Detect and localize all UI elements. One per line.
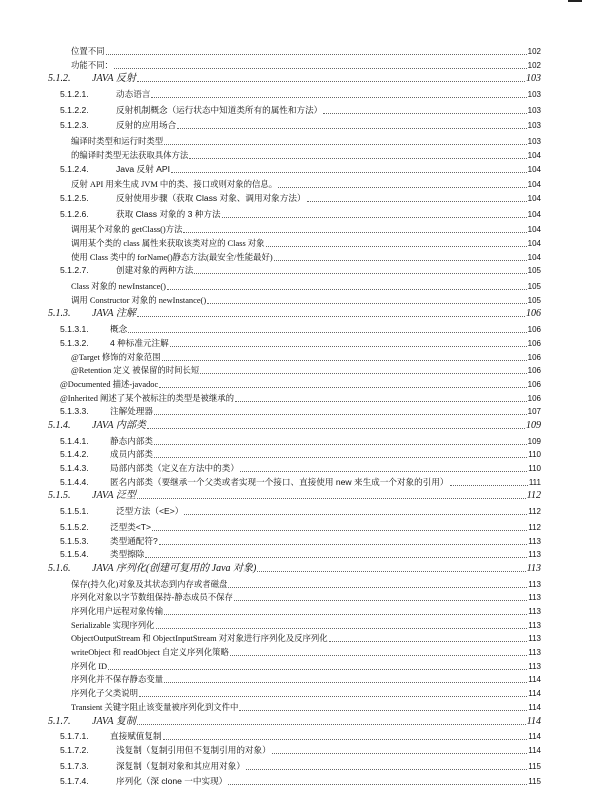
toc-page-number: 104 bbox=[527, 239, 541, 249]
toc-page-number: 102 bbox=[527, 60, 541, 70]
toc-title: 的编译时类型无法获取具体方法 bbox=[71, 150, 189, 160]
toc-section-number: 5.1.7.4. bbox=[60, 776, 89, 787]
toc-row[interactable] bbox=[0, 336, 609, 350]
toc-page-number: 106 bbox=[527, 352, 541, 362]
toc-leader-dots bbox=[240, 471, 527, 472]
toc-leader-dots bbox=[189, 158, 526, 159]
toc-leader-dots bbox=[257, 571, 525, 572]
toc-leader-dots bbox=[228, 587, 527, 588]
toc-entry[interactable] bbox=[60, 87, 541, 101]
toc-row[interactable] bbox=[0, 488, 609, 502]
toc-entry[interactable] bbox=[48, 71, 541, 85]
toc-page-number: 115 bbox=[528, 777, 541, 787]
toc-entry[interactable] bbox=[60, 434, 541, 448]
toc-leader-dots bbox=[137, 724, 526, 725]
toc-section-number: 5.1.3.1. bbox=[60, 324, 89, 335]
toc-leader-dots bbox=[163, 739, 528, 740]
toc-title: 编译时类型和运行时类型 bbox=[71, 137, 164, 147]
toc-leader-dots bbox=[162, 360, 527, 361]
toc-section-number: 5.1.4.3. bbox=[60, 463, 89, 474]
toc-leader-dots bbox=[450, 485, 528, 486]
toc-title: 调用 Constructor 对象的 newInstance() bbox=[71, 295, 207, 305]
toc-section-number: 5.1.3.3. bbox=[60, 406, 89, 417]
toc-title: 序列化 ID bbox=[71, 661, 108, 671]
toc-entry[interactable] bbox=[60, 322, 541, 336]
toc-entry[interactable] bbox=[71, 631, 541, 645]
toc-row[interactable] bbox=[0, 659, 609, 673]
toc-page-number: 103 bbox=[527, 137, 541, 147]
toc-title: 调用某个类的 class 属性来获取该类对应的 Class 对象 bbox=[71, 239, 265, 249]
toc-title: 序列化（深 clone 一中实现） bbox=[116, 776, 228, 787]
toc-title: 序列化子父类说明 bbox=[71, 689, 138, 699]
toc-leader-dots bbox=[234, 600, 527, 601]
toc-title: 类型擦除 bbox=[110, 549, 145, 560]
toc-row[interactable] bbox=[0, 672, 609, 686]
toc-row[interactable] bbox=[0, 207, 609, 221]
toc-row[interactable] bbox=[0, 714, 609, 728]
toc-entry[interactable] bbox=[71, 44, 541, 58]
toc-entry[interactable] bbox=[48, 561, 541, 575]
toc-leader-dots bbox=[246, 769, 527, 770]
toc-entry[interactable] bbox=[60, 162, 541, 176]
toc-leader-dots bbox=[274, 260, 527, 261]
toc-entry[interactable] bbox=[71, 577, 541, 591]
toc-entry[interactable] bbox=[71, 672, 541, 686]
toc-row[interactable] bbox=[0, 306, 609, 320]
toc-page-number: 113 bbox=[526, 562, 541, 574]
toc-page-number: 106 bbox=[527, 325, 541, 335]
toc-leader-dots bbox=[154, 457, 527, 458]
toc-row[interactable] bbox=[0, 191, 609, 205]
toc-row[interactable] bbox=[0, 134, 609, 148]
toc-title: ObjectOutputStream 和 ObjectInputStream 对对象进行序列化及反序列化 bbox=[71, 634, 328, 644]
toc-title: JAVA 复制 bbox=[92, 715, 136, 727]
toc-title: 匿名内部类（要继承一个父类或者实现一个接口、直接使用 new 来生成一个对象的引用） bbox=[110, 476, 449, 487]
toc-entry[interactable] bbox=[71, 250, 541, 264]
toc-section-number: 5.1.5.4. bbox=[60, 549, 89, 560]
toc-leader-dots bbox=[114, 68, 527, 69]
toc-leader-dots bbox=[128, 332, 526, 333]
toc-section-number: 5.1.4.2. bbox=[60, 449, 89, 460]
toc-leader-dots bbox=[159, 387, 526, 388]
toc-leader-dots bbox=[235, 401, 527, 402]
toc-page-number: 109 bbox=[526, 420, 541, 431]
toc-title: 创建对象的两种方法 bbox=[116, 265, 194, 276]
toc-entry[interactable] bbox=[60, 759, 541, 773]
toc-row[interactable] bbox=[0, 377, 609, 391]
toc-entry[interactable] bbox=[48, 714, 541, 728]
toc-leader-dots bbox=[171, 172, 527, 173]
toc-title: JAVA 内部类 bbox=[92, 420, 146, 431]
toc-row[interactable] bbox=[0, 590, 609, 604]
toc-row[interactable] bbox=[0, 404, 609, 418]
toc-title: 反射使用步骤（获取 Class 对象、调用对象方法） bbox=[116, 192, 306, 203]
toc-leader-dots bbox=[207, 303, 527, 304]
toc-leader-dots bbox=[323, 113, 526, 114]
toc-entry[interactable] bbox=[71, 58, 541, 72]
toc-section-number: 5.1.2.7. bbox=[60, 265, 89, 276]
toc-page-number: 103 bbox=[527, 121, 541, 131]
toc-entry[interactable] bbox=[60, 774, 541, 788]
toc-title: 泛型类<T> bbox=[110, 521, 152, 532]
toc-title: Serializable 实现序列化 bbox=[71, 620, 155, 630]
toc-section-number: 5.1.4. bbox=[48, 420, 71, 431]
toc-title: writeObject 和 readObject 自定义序列化策略 bbox=[71, 648, 229, 658]
toc-leader-dots bbox=[307, 201, 527, 202]
toc-title: Transient 关键字阻止该变量被序列化到文件中 bbox=[71, 702, 239, 712]
toc-title: Java 反射 API bbox=[116, 163, 170, 174]
toc-page-number: 103 bbox=[526, 73, 541, 85]
toc-section-number: 5.1.5.3. bbox=[60, 535, 89, 546]
toc-leader-dots bbox=[147, 428, 525, 429]
toc-entry[interactable] bbox=[60, 191, 541, 205]
toc-row[interactable] bbox=[0, 631, 609, 645]
toc-row[interactable] bbox=[0, 534, 609, 548]
toc-row[interactable] bbox=[0, 279, 609, 293]
toc-leader-dots bbox=[164, 144, 527, 145]
toc-entry[interactable] bbox=[71, 363, 541, 377]
toc-entry[interactable] bbox=[60, 207, 541, 221]
toc-page-number: 113 bbox=[528, 550, 541, 560]
toc-leader-dots bbox=[183, 232, 526, 233]
toc-leader-dots bbox=[184, 514, 527, 515]
toc-entry[interactable] bbox=[60, 118, 541, 132]
toc-page-number: 105 bbox=[527, 266, 541, 276]
toc-leader-dots bbox=[154, 414, 527, 415]
toc-page-number: 113 bbox=[528, 536, 541, 546]
toc-page-number: 114 bbox=[528, 732, 541, 742]
toc-title: @Retention 定义 被保留的时间长短 bbox=[71, 366, 200, 376]
toc-leader-dots bbox=[272, 753, 528, 754]
toc-page-number: 103 bbox=[527, 105, 541, 115]
toc-section-number: 5.1.7.1. bbox=[60, 731, 89, 742]
toc-row[interactable] bbox=[0, 44, 609, 58]
toc-page-number: 107 bbox=[527, 407, 541, 417]
toc-row[interactable] bbox=[0, 71, 609, 85]
toc-title: JAVA 注解 bbox=[92, 308, 136, 320]
toc-section-number: 5.1.3.2. bbox=[60, 337, 89, 348]
toc-page-number: 109 bbox=[527, 436, 541, 446]
toc-page-number: 114 bbox=[528, 745, 541, 755]
toc-page-number: 105 bbox=[527, 282, 541, 292]
toc-entry[interactable] bbox=[71, 686, 541, 700]
toc-leader-dots bbox=[278, 187, 527, 188]
toc-title: @Documented 描述-javadoc bbox=[60, 379, 159, 389]
toc-section-number: 5.1.5.1. bbox=[60, 506, 89, 517]
toc-leader-dots bbox=[152, 530, 527, 531]
toc-section-number: 5.1.7.3. bbox=[60, 760, 89, 771]
toc-section-number: 5.1.6. bbox=[48, 562, 71, 574]
toc-page-number: 113 bbox=[528, 620, 541, 630]
toc-row[interactable] bbox=[0, 148, 609, 162]
toc-title: 泛型方法（<E>） bbox=[116, 506, 184, 517]
toc-row[interactable] bbox=[0, 58, 609, 72]
toc-title: 类型通配符? bbox=[110, 535, 158, 546]
toc-entry[interactable] bbox=[60, 103, 541, 117]
toc-page-number: 103 bbox=[527, 90, 541, 100]
toc-title: 局部内部类（定义在方法中的类） bbox=[110, 463, 239, 474]
toc-title: 直接赋值复制 bbox=[110, 731, 162, 742]
toc-title: 序列化对象以字节数组保持-静态成员不保存 bbox=[71, 593, 233, 603]
toc-title: 反射的应用场合 bbox=[116, 120, 177, 131]
toc-title: 调用某个对象的 getClass()方法 bbox=[71, 225, 183, 235]
toc-leader-dots bbox=[239, 710, 527, 711]
toc-entry[interactable] bbox=[60, 534, 541, 548]
toc-page-number: 112 bbox=[528, 507, 541, 517]
toc-page-number: 114 bbox=[528, 675, 541, 685]
toc-entry[interactable] bbox=[48, 418, 541, 432]
toc-page-number: 106 bbox=[527, 379, 541, 389]
toc-leader-dots bbox=[164, 614, 527, 615]
toc-entry[interactable] bbox=[71, 177, 541, 191]
toc-title: 概念 bbox=[110, 324, 128, 335]
toc-leader-dots bbox=[329, 641, 528, 642]
toc-page-number: 113 bbox=[528, 607, 541, 616]
toc-entry[interactable] bbox=[71, 604, 541, 618]
toc-page-number: 105 bbox=[527, 295, 541, 305]
toc-leader-dots bbox=[154, 444, 527, 445]
toc-row[interactable] bbox=[0, 504, 609, 518]
toc-entry[interactable] bbox=[60, 504, 541, 518]
page-top-rule bbox=[568, 0, 582, 2]
toc-title: 保存(持久化)对象及其状态到内存或者磁盘 bbox=[71, 579, 228, 589]
toc-page-number: 110 bbox=[528, 450, 541, 460]
toc-entry[interactable] bbox=[60, 377, 541, 391]
toc-leader-dots bbox=[230, 655, 527, 656]
toc-row[interactable] bbox=[0, 418, 609, 432]
toc-page-number: 113 bbox=[528, 579, 541, 589]
toc-section-number: 5.1.5.2. bbox=[60, 521, 89, 532]
toc-entry[interactable] bbox=[60, 447, 541, 461]
toc-page-number: 111 bbox=[528, 477, 541, 487]
toc-entry[interactable] bbox=[60, 547, 541, 561]
toc-page-number: 102 bbox=[527, 47, 541, 56]
toc-title: @Inherited 阐述了某个被标注的类型是被继承的 bbox=[60, 393, 235, 403]
toc-leader-dots bbox=[137, 81, 525, 82]
toc-entry[interactable] bbox=[60, 743, 541, 757]
toc-section-number: 5.1.2.5. bbox=[60, 192, 89, 203]
toc-title: 浅复制（复制引用但不复制引用的对象） bbox=[116, 744, 271, 755]
toc-row[interactable] bbox=[0, 391, 609, 405]
toc-page-number: 110 bbox=[528, 464, 541, 474]
toc-entry[interactable] bbox=[71, 618, 541, 632]
toc-page-number: 115 bbox=[528, 761, 541, 771]
toc-row[interactable] bbox=[0, 547, 609, 561]
toc-row[interactable] bbox=[0, 618, 609, 632]
toc-row[interactable] bbox=[0, 520, 609, 534]
toc-entry[interactable] bbox=[60, 461, 541, 475]
toc-page-number: 104 bbox=[527, 193, 541, 203]
toc-leader-dots bbox=[145, 557, 527, 558]
toc-title: 使用 Class 类中的 forName()静态方法(最安全/性能最好) bbox=[71, 252, 273, 262]
toc-row[interactable] bbox=[0, 447, 609, 461]
toc-leader-dots bbox=[106, 54, 527, 55]
toc-entry[interactable] bbox=[60, 263, 541, 277]
toc-entry[interactable] bbox=[71, 148, 541, 162]
toc-title: 序列化并不保存静态变量 bbox=[71, 675, 164, 685]
toc-title: @Target 修饰的对象范围 bbox=[71, 352, 161, 362]
toc-section-number: 5.1.2.2. bbox=[60, 104, 89, 115]
toc-page-number: 113 bbox=[528, 634, 541, 644]
toc-title: 反射 API 用来生成 JVM 中的类、接口或则对象的信息。 bbox=[71, 180, 278, 190]
toc-entry[interactable] bbox=[60, 336, 541, 350]
toc-title: 序列化用户远程对象传输 bbox=[71, 607, 164, 616]
toc-section-number: 5.1.5. bbox=[48, 490, 71, 502]
toc-entry[interactable] bbox=[60, 520, 541, 534]
toc-leader-dots bbox=[108, 669, 527, 670]
toc-row[interactable] bbox=[0, 162, 609, 176]
toc-title: 动态语言 bbox=[116, 89, 151, 100]
toc-title: 反射机制概念（运行状态中知道类所有的属性和方法） bbox=[116, 104, 323, 115]
toc-leader-dots bbox=[137, 316, 525, 317]
toc-row[interactable] bbox=[0, 177, 609, 191]
toc-entry[interactable] bbox=[71, 659, 541, 673]
toc-entry[interactable] bbox=[60, 391, 541, 405]
toc-row[interactable] bbox=[0, 222, 609, 236]
toc-section-number: 5.1.2.1. bbox=[60, 89, 89, 100]
toc-entry[interactable] bbox=[60, 475, 541, 489]
toc-row[interactable] bbox=[0, 250, 609, 264]
toc-entry[interactable] bbox=[71, 590, 541, 604]
toc-section-number: 5.1.2. bbox=[48, 73, 71, 85]
toc-entry[interactable] bbox=[71, 293, 541, 307]
toc-page-number: 106 bbox=[526, 308, 541, 320]
toc-page-number: 113 bbox=[528, 648, 541, 658]
toc-row[interactable] bbox=[0, 774, 609, 788]
toc-row[interactable] bbox=[0, 561, 609, 575]
toc-row[interactable] bbox=[0, 700, 609, 714]
toc-title: 静态内部类 bbox=[110, 435, 153, 446]
toc-entry[interactable] bbox=[71, 134, 541, 148]
toc-title: JAVA 序列化(创建可复用的 Java 对象) bbox=[92, 562, 257, 574]
toc-row[interactable] bbox=[0, 461, 609, 475]
toc-title: 功能不同： bbox=[71, 60, 113, 70]
toc-page-number: 106 bbox=[527, 338, 541, 348]
toc-title: 注解处理器 bbox=[110, 406, 153, 417]
toc-leader-dots bbox=[164, 682, 527, 683]
toc-row[interactable] bbox=[0, 350, 609, 364]
toc-entry[interactable] bbox=[71, 279, 541, 293]
toc-entry[interactable] bbox=[71, 222, 541, 236]
toc-row[interactable] bbox=[0, 434, 609, 448]
toc-row[interactable] bbox=[0, 729, 609, 743]
toc-page-number: 113 bbox=[528, 661, 541, 671]
toc-page-number: 104 bbox=[527, 209, 541, 219]
toc-row[interactable] bbox=[0, 118, 609, 132]
toc-title: JAVA 反射 bbox=[92, 73, 136, 85]
toc-section-number: 5.1.2.4. bbox=[60, 163, 89, 174]
toc-entry[interactable] bbox=[71, 700, 541, 714]
toc-page-number: 112 bbox=[526, 490, 541, 502]
toc-row[interactable] bbox=[0, 87, 609, 101]
toc-section-number: 5.1.7.2. bbox=[60, 744, 89, 755]
toc-page-number: 104 bbox=[527, 252, 541, 262]
toc-row[interactable] bbox=[0, 263, 609, 277]
toc-title: 深复制（复制对象和其应用对象） bbox=[116, 760, 245, 771]
toc-leader-dots bbox=[194, 273, 526, 274]
toc-section-number: 5.1.4.4. bbox=[60, 476, 89, 487]
toc-leader-dots bbox=[228, 784, 527, 785]
toc-page-number: 113 bbox=[528, 593, 541, 603]
toc-section-number: 5.1.3. bbox=[48, 308, 71, 320]
toc-page-number: 106 bbox=[527, 366, 541, 376]
toc-row[interactable] bbox=[0, 363, 609, 377]
toc-title: JAVA 泛型 bbox=[92, 490, 136, 502]
toc-section-number: 5.1.2.6. bbox=[60, 208, 89, 219]
toc-row[interactable] bbox=[0, 759, 609, 773]
toc-row[interactable] bbox=[0, 475, 609, 489]
toc-row[interactable] bbox=[0, 645, 609, 659]
toc-section-number: 5.1.7. bbox=[48, 715, 71, 727]
toc-page-number: 112 bbox=[528, 522, 541, 532]
toc-leader-dots bbox=[139, 696, 527, 697]
toc-entry[interactable] bbox=[48, 488, 541, 502]
toc-title: 位置不同 bbox=[71, 47, 105, 56]
toc-entry[interactable] bbox=[71, 236, 541, 250]
toc-title: 获取 Class 对象的 3 种方法 bbox=[116, 208, 221, 219]
toc-page-number: 104 bbox=[527, 180, 541, 190]
toc-page-number: 114 bbox=[528, 702, 541, 712]
toc-row[interactable] bbox=[0, 236, 609, 250]
toc-row[interactable] bbox=[0, 686, 609, 700]
toc-leader-dots bbox=[222, 217, 527, 218]
toc-title: 成员内部类 bbox=[110, 449, 153, 460]
toc-leader-dots bbox=[170, 346, 527, 347]
toc-entry[interactable] bbox=[60, 729, 541, 743]
toc-title: 4 种标准元注解 bbox=[110, 337, 169, 348]
toc-entry[interactable] bbox=[60, 404, 541, 418]
toc-row[interactable] bbox=[0, 103, 609, 117]
toc-page-number: 106 bbox=[527, 393, 541, 403]
toc-entry[interactable] bbox=[71, 350, 541, 364]
toc-leader-dots bbox=[266, 246, 527, 247]
toc-leader-dots bbox=[200, 373, 526, 374]
toc-page-number: 104 bbox=[527, 164, 541, 174]
toc-section-number: 5.1.4.1. bbox=[60, 435, 89, 446]
toc-row[interactable] bbox=[0, 577, 609, 591]
toc-title: Class 对象的 newInstance() bbox=[71, 282, 166, 292]
toc-entry[interactable] bbox=[48, 306, 541, 320]
toc-leader-dots bbox=[177, 128, 526, 129]
toc-entry[interactable] bbox=[71, 645, 541, 659]
toc-row[interactable] bbox=[0, 293, 609, 307]
toc-page-number: 114 bbox=[528, 689, 541, 699]
toc-leader-dots bbox=[137, 498, 526, 499]
toc-page-number: 104 bbox=[527, 225, 541, 235]
toc-row[interactable] bbox=[0, 322, 609, 336]
toc-page-number: 104 bbox=[527, 150, 541, 160]
toc-page-number: 114 bbox=[526, 715, 541, 727]
toc-leader-dots bbox=[156, 628, 528, 629]
toc-leader-dots bbox=[167, 289, 527, 290]
toc-section-number: 5.1.2.3. bbox=[60, 120, 89, 131]
toc-row[interactable] bbox=[0, 604, 609, 618]
toc-row[interactable] bbox=[0, 743, 609, 757]
toc-leader-dots bbox=[159, 544, 527, 545]
toc-leader-dots bbox=[151, 97, 526, 98]
